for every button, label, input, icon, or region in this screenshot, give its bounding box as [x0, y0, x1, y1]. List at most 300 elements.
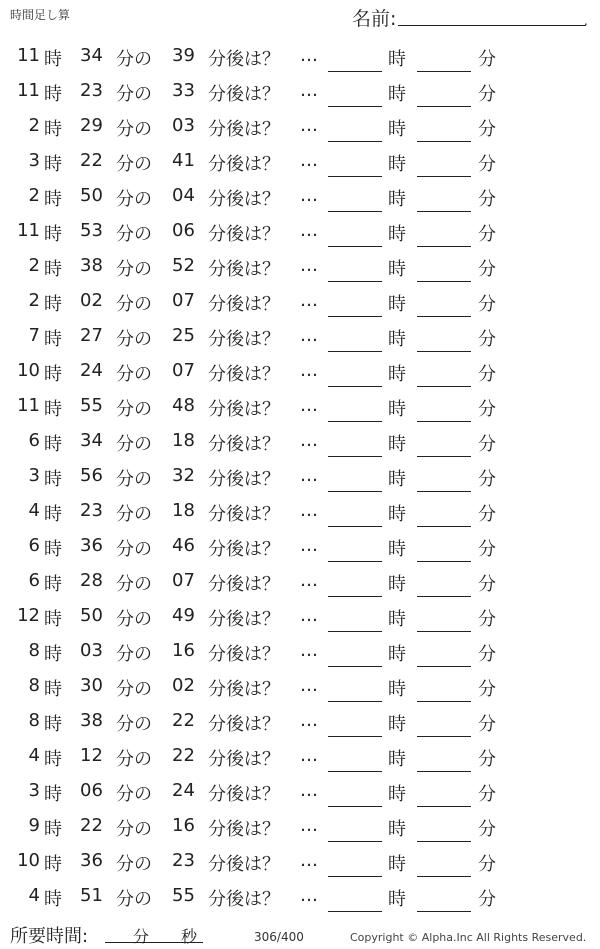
minute-of-unit: 分の — [116, 749, 152, 770]
start-minute: 29 — [80, 115, 103, 136]
start-hour: 11 — [17, 80, 40, 101]
start-hour: 6 — [28, 430, 40, 451]
answer-minute-blank[interactable] — [417, 176, 471, 177]
added-minutes: 16 — [172, 640, 195, 661]
after-label: 分後は？ — [208, 854, 280, 875]
start-minute: 23 — [80, 500, 103, 521]
start-hour: 4 — [28, 500, 40, 521]
added-minutes: 06 — [172, 220, 195, 241]
problem-row — [0, 318, 600, 353]
answer-hour-blank[interactable] — [328, 561, 382, 562]
name-label: 名前: — [352, 8, 397, 30]
answer-hour-unit: 時 — [388, 889, 406, 910]
answer-minute-blank[interactable] — [417, 841, 471, 842]
added-minutes: 55 — [172, 885, 195, 906]
after-label: 分後は？ — [208, 819, 280, 840]
answer-hour-blank[interactable] — [328, 911, 382, 912]
answer-minute-blank[interactable] — [417, 736, 471, 737]
answer-hour-blank[interactable] — [328, 806, 382, 807]
after-label: 分後は？ — [208, 224, 280, 245]
hour-unit: 時 — [44, 329, 62, 350]
answer-minute-blank[interactable] — [417, 806, 471, 807]
minute-of-unit: 分の — [116, 609, 152, 630]
answer-minute-unit: 分 — [478, 469, 496, 490]
answer-minute-blank[interactable] — [417, 106, 471, 107]
ellipsis: … — [300, 640, 318, 661]
added-minutes: 46 — [172, 535, 195, 556]
start-minute: 22 — [80, 815, 103, 836]
minute-of-unit: 分の — [116, 84, 152, 105]
answer-minute-unit: 分 — [478, 224, 496, 245]
time-taken-minute-unit: 分 — [133, 927, 150, 946]
answer-hour-unit: 時 — [388, 539, 406, 560]
hour-unit: 時 — [44, 189, 62, 210]
start-minute: 56 — [80, 465, 103, 486]
problem-row — [0, 213, 600, 248]
start-hour: 3 — [28, 780, 40, 801]
start-minute: 12 — [80, 745, 103, 766]
answer-minute-blank[interactable] — [417, 596, 471, 597]
problem-row — [0, 563, 600, 598]
answer-hour-unit: 時 — [388, 364, 406, 385]
minute-of-unit: 分の — [116, 329, 152, 350]
after-label: 分後は？ — [208, 364, 280, 385]
start-minute: 36 — [80, 850, 103, 871]
answer-minute-blank[interactable] — [417, 911, 471, 912]
hour-unit: 時 — [44, 854, 62, 875]
answer-minute-unit: 分 — [478, 819, 496, 840]
ellipsis: … — [300, 80, 318, 101]
ellipsis: … — [300, 290, 318, 311]
problem-row — [0, 528, 600, 563]
hour-unit: 時 — [44, 259, 62, 280]
added-minutes: 07 — [172, 290, 195, 311]
answer-hour-unit: 時 — [388, 224, 406, 245]
answer-hour-unit: 時 — [388, 469, 406, 490]
ellipsis: … — [300, 675, 318, 696]
added-minutes: 41 — [172, 150, 195, 171]
after-label: 分後は？ — [208, 644, 280, 665]
hour-unit: 時 — [44, 889, 62, 910]
problem-row — [0, 248, 600, 283]
start-hour: 11 — [17, 220, 40, 241]
answer-hour-unit: 時 — [388, 679, 406, 700]
minute-of-unit: 分の — [116, 399, 152, 420]
answer-hour-unit: 時 — [388, 819, 406, 840]
answer-hour-blank[interactable] — [328, 771, 382, 772]
answer-hour-blank[interactable] — [328, 211, 382, 212]
start-minute: 23 — [80, 80, 103, 101]
answer-hour-blank[interactable] — [328, 246, 382, 247]
answer-minute-blank[interactable] — [417, 876, 471, 877]
name-line[interactable] — [398, 25, 586, 26]
after-label: 分後は？ — [208, 784, 280, 805]
answer-minute-unit: 分 — [478, 889, 496, 910]
start-minute: 50 — [80, 185, 103, 206]
time-taken-second-unit: 秒 — [181, 927, 198, 946]
ellipsis: … — [300, 570, 318, 591]
after-label: 分後は？ — [208, 469, 280, 490]
added-minutes: 25 — [172, 325, 195, 346]
ellipsis: … — [300, 780, 318, 801]
start-hour: 3 — [28, 465, 40, 486]
answer-hour-unit: 時 — [388, 84, 406, 105]
minute-of-unit: 分の — [116, 644, 152, 665]
hour-unit: 時 — [44, 434, 62, 455]
added-minutes: 39 — [172, 45, 195, 66]
answer-hour-blank[interactable] — [328, 876, 382, 877]
added-minutes: 03 — [172, 115, 195, 136]
answer-minute-unit: 分 — [478, 364, 496, 385]
answer-hour-blank[interactable] — [328, 421, 382, 422]
answer-minute-unit: 分 — [478, 504, 496, 525]
problem-row — [0, 423, 600, 458]
problem-row — [0, 633, 600, 668]
after-label: 分後は？ — [208, 679, 280, 700]
start-minute: 50 — [80, 605, 103, 626]
start-hour: 11 — [17, 395, 40, 416]
problem-row — [0, 38, 600, 73]
answer-hour-blank[interactable] — [328, 351, 382, 352]
start-hour: 12 — [17, 605, 40, 626]
ellipsis: … — [300, 465, 318, 486]
added-minutes: 16 — [172, 815, 195, 836]
answer-minute-unit: 分 — [478, 119, 496, 140]
ellipsis: … — [300, 535, 318, 556]
minute-of-unit: 分の — [116, 49, 152, 70]
answer-hour-blank[interactable] — [328, 526, 382, 527]
added-minutes: 24 — [172, 780, 195, 801]
ellipsis: … — [300, 360, 318, 381]
added-minutes: 04 — [172, 185, 195, 206]
answer-hour-unit: 時 — [388, 49, 406, 70]
minute-of-unit: 分の — [116, 889, 152, 910]
answer-hour-unit: 時 — [388, 154, 406, 175]
problem-row — [0, 458, 600, 493]
added-minutes: 49 — [172, 605, 195, 626]
answer-minute-unit: 分 — [478, 189, 496, 210]
hour-unit: 時 — [44, 784, 62, 805]
answer-minute-blank[interactable] — [417, 561, 471, 562]
hour-unit: 時 — [44, 294, 62, 315]
hour-unit: 時 — [44, 49, 62, 70]
answer-minute-blank[interactable] — [417, 491, 471, 492]
answer-hour-unit: 時 — [388, 714, 406, 735]
problem-row — [0, 283, 600, 318]
answer-hour-blank[interactable] — [328, 491, 382, 492]
answer-hour-blank[interactable] — [328, 596, 382, 597]
answer-minute-unit: 分 — [478, 329, 496, 350]
problem-row — [0, 843, 600, 878]
answer-minute-blank[interactable] — [417, 526, 471, 527]
problem-row — [0, 808, 600, 843]
start-hour: 6 — [28, 535, 40, 556]
hour-unit: 時 — [44, 504, 62, 525]
answer-minute-unit: 分 — [478, 714, 496, 735]
answer-hour-unit: 時 — [388, 434, 406, 455]
start-minute: 53 — [80, 220, 103, 241]
minute-of-unit: 分の — [116, 154, 152, 175]
after-label: 分後は？ — [208, 434, 280, 455]
answer-hour-unit: 時 — [388, 784, 406, 805]
answer-minute-blank[interactable] — [417, 316, 471, 317]
answer-minute-blank[interactable] — [417, 281, 471, 282]
minute-of-unit: 分の — [116, 714, 152, 735]
answer-hour-blank[interactable] — [328, 841, 382, 842]
hour-unit: 時 — [44, 119, 62, 140]
start-hour: 8 — [28, 675, 40, 696]
problem-row — [0, 108, 600, 143]
added-minutes: 07 — [172, 360, 195, 381]
hour-unit: 時 — [44, 819, 62, 840]
answer-hour-blank[interactable] — [328, 456, 382, 457]
answer-minute-unit: 分 — [478, 294, 496, 315]
hour-unit: 時 — [44, 154, 62, 175]
start-minute: 38 — [80, 710, 103, 731]
hour-unit: 時 — [44, 399, 62, 420]
answer-minute-blank[interactable] — [417, 246, 471, 247]
start-hour: 9 — [28, 815, 40, 836]
answer-minute-unit: 分 — [478, 154, 496, 175]
start-hour: 8 — [28, 710, 40, 731]
start-minute: 36 — [80, 535, 103, 556]
ellipsis: … — [300, 220, 318, 241]
answer-hour-blank[interactable] — [328, 106, 382, 107]
ellipsis: … — [300, 150, 318, 171]
after-label: 分後は？ — [208, 294, 280, 315]
answer-minute-blank[interactable] — [417, 351, 471, 352]
after-label: 分後は？ — [208, 154, 280, 175]
answer-hour-unit: 時 — [388, 189, 406, 210]
start-hour: 10 — [17, 360, 40, 381]
problem-row — [0, 878, 600, 913]
hour-unit: 時 — [44, 644, 62, 665]
answer-minute-unit: 分 — [478, 434, 496, 455]
added-minutes: 18 — [172, 500, 195, 521]
added-minutes: 33 — [172, 80, 195, 101]
hour-unit: 時 — [44, 714, 62, 735]
answer-hour-blank[interactable] — [328, 666, 382, 667]
added-minutes: 22 — [172, 710, 195, 731]
answer-hour-unit: 時 — [388, 399, 406, 420]
after-label: 分後は？ — [208, 749, 280, 770]
ellipsis: … — [300, 45, 318, 66]
problem-row — [0, 668, 600, 703]
problem-row — [0, 353, 600, 388]
answer-minute-blank[interactable] — [417, 701, 471, 702]
added-minutes: 18 — [172, 430, 195, 451]
start-minute: 55 — [80, 395, 103, 416]
start-minute: 06 — [80, 780, 103, 801]
ellipsis: … — [300, 850, 318, 871]
minute-of-unit: 分の — [116, 819, 152, 840]
answer-minute-unit: 分 — [478, 574, 496, 595]
after-label: 分後は？ — [208, 49, 280, 70]
answer-hour-blank[interactable] — [328, 176, 382, 177]
hour-unit: 時 — [44, 609, 62, 630]
problem-row — [0, 493, 600, 528]
ellipsis: … — [300, 815, 318, 836]
answer-minute-unit: 分 — [478, 749, 496, 770]
answer-minute-unit: 分 — [478, 49, 496, 70]
start-hour: 7 — [28, 325, 40, 346]
start-hour: 2 — [28, 290, 40, 311]
minute-of-unit: 分の — [116, 854, 152, 875]
added-minutes: 23 — [172, 850, 195, 871]
answer-minute-blank[interactable] — [417, 211, 471, 212]
after-label: 分後は？ — [208, 889, 280, 910]
copyright: Copyright © Alpha.Inc All Rights Reserved. — [350, 931, 587, 944]
answer-minute-blank[interactable] — [417, 666, 471, 667]
answer-hour-unit: 時 — [388, 609, 406, 630]
after-label: 分後は？ — [208, 119, 280, 140]
ellipsis: … — [300, 185, 318, 206]
start-minute: 24 — [80, 360, 103, 381]
ellipsis: … — [300, 115, 318, 136]
start-hour: 6 — [28, 570, 40, 591]
start-hour: 4 — [28, 885, 40, 906]
ellipsis: … — [300, 605, 318, 626]
start-minute: 30 — [80, 675, 103, 696]
problem-row — [0, 598, 600, 633]
start-minute: 22 — [80, 150, 103, 171]
answer-minute-blank[interactable] — [417, 631, 471, 632]
answer-hour-blank[interactable] — [328, 701, 382, 702]
answer-hour-blank[interactable] — [328, 71, 382, 72]
answer-minute-blank[interactable] — [417, 386, 471, 387]
added-minutes: 02 — [172, 675, 195, 696]
start-minute: 34 — [80, 430, 103, 451]
hour-unit: 時 — [44, 364, 62, 385]
start-minute: 03 — [80, 640, 103, 661]
start-hour: 2 — [28, 185, 40, 206]
answer-minute-unit: 分 — [478, 644, 496, 665]
answer-minute-blank[interactable] — [417, 456, 471, 457]
answer-minute-unit: 分 — [478, 259, 496, 280]
hour-unit: 時 — [44, 749, 62, 770]
answer-hour-unit: 時 — [388, 749, 406, 770]
answer-hour-unit: 時 — [388, 294, 406, 315]
answer-minute-blank[interactable] — [417, 141, 471, 142]
start-minute: 27 — [80, 325, 103, 346]
ellipsis: … — [300, 710, 318, 731]
problem-list — [0, 38, 600, 913]
start-hour: 3 — [28, 150, 40, 171]
problem-row — [0, 773, 600, 808]
answer-minute-unit: 分 — [478, 679, 496, 700]
start-hour: 4 — [28, 745, 40, 766]
ellipsis: … — [300, 500, 318, 521]
start-hour: 2 — [28, 115, 40, 136]
answer-minute-blank[interactable] — [417, 771, 471, 772]
hour-unit: 時 — [44, 84, 62, 105]
answer-minute-unit: 分 — [478, 854, 496, 875]
ellipsis: … — [300, 885, 318, 906]
start-minute: 28 — [80, 570, 103, 591]
after-label: 分後は？ — [208, 189, 280, 210]
after-label: 分後は？ — [208, 259, 280, 280]
hour-unit: 時 — [44, 224, 62, 245]
after-label: 分後は？ — [208, 609, 280, 630]
start-hour: 8 — [28, 640, 40, 661]
answer-minute-blank[interactable] — [417, 421, 471, 422]
ellipsis: … — [300, 430, 318, 451]
added-minutes: 48 — [172, 395, 195, 416]
start-minute: 51 — [80, 885, 103, 906]
start-minute: 02 — [80, 290, 103, 311]
answer-minute-blank[interactable] — [417, 71, 471, 72]
after-label: 分後は？ — [208, 574, 280, 595]
answer-hour-blank[interactable] — [328, 141, 382, 142]
minute-of-unit: 分の — [116, 504, 152, 525]
answer-minute-unit: 分 — [478, 539, 496, 560]
answer-hour-unit: 時 — [388, 259, 406, 280]
start-hour: 11 — [17, 45, 40, 66]
ellipsis: … — [300, 255, 318, 276]
answer-hour-unit: 時 — [388, 504, 406, 525]
problem-row — [0, 178, 600, 213]
hour-unit: 時 — [44, 469, 62, 490]
start-minute: 34 — [80, 45, 103, 66]
added-minutes: 52 — [172, 255, 195, 276]
problem-row — [0, 388, 600, 423]
after-label: 分後は？ — [208, 504, 280, 525]
answer-hour-unit: 時 — [388, 644, 406, 665]
answer-minute-unit: 分 — [478, 609, 496, 630]
answer-hour-unit: 時 — [388, 119, 406, 140]
time-taken-label: 所要時間: — [10, 926, 89, 947]
added-minutes: 22 — [172, 745, 195, 766]
added-minutes: 32 — [172, 465, 195, 486]
answer-hour-blank[interactable] — [328, 631, 382, 632]
after-label: 分後は？ — [208, 714, 280, 735]
start-hour: 2 — [28, 255, 40, 276]
page-number: 306/400 — [254, 930, 304, 944]
minute-of-unit: 分の — [116, 679, 152, 700]
answer-hour-unit: 時 — [388, 854, 406, 875]
minute-of-unit: 分の — [116, 469, 152, 490]
problem-row — [0, 738, 600, 773]
added-minutes: 07 — [172, 570, 195, 591]
hour-unit: 時 — [44, 679, 62, 700]
answer-hour-blank[interactable] — [328, 316, 382, 317]
minute-of-unit: 分の — [116, 364, 152, 385]
answer-minute-unit: 分 — [478, 399, 496, 420]
name-line-end: . — [584, 14, 588, 28]
minute-of-unit: 分の — [116, 224, 152, 245]
worksheet-title: 時間足し算 — [10, 8, 71, 22]
minute-of-unit: 分の — [116, 259, 152, 280]
after-label: 分後は？ — [208, 399, 280, 420]
ellipsis: … — [300, 325, 318, 346]
answer-minute-unit: 分 — [478, 84, 496, 105]
answer-hour-blank[interactable] — [328, 386, 382, 387]
minute-of-unit: 分の — [116, 539, 152, 560]
minute-of-unit: 分の — [116, 294, 152, 315]
problem-row — [0, 73, 600, 108]
start-minute: 38 — [80, 255, 103, 276]
after-label: 分後は？ — [208, 84, 280, 105]
problem-row — [0, 703, 600, 738]
answer-hour-blank[interactable] — [328, 736, 382, 737]
minute-of-unit: 分の — [116, 189, 152, 210]
hour-unit: 時 — [44, 574, 62, 595]
after-label: 分後は？ — [208, 329, 280, 350]
answer-hour-unit: 時 — [388, 329, 406, 350]
answer-hour-blank[interactable] — [328, 281, 382, 282]
minute-of-unit: 分の — [116, 119, 152, 140]
hour-unit: 時 — [44, 539, 62, 560]
